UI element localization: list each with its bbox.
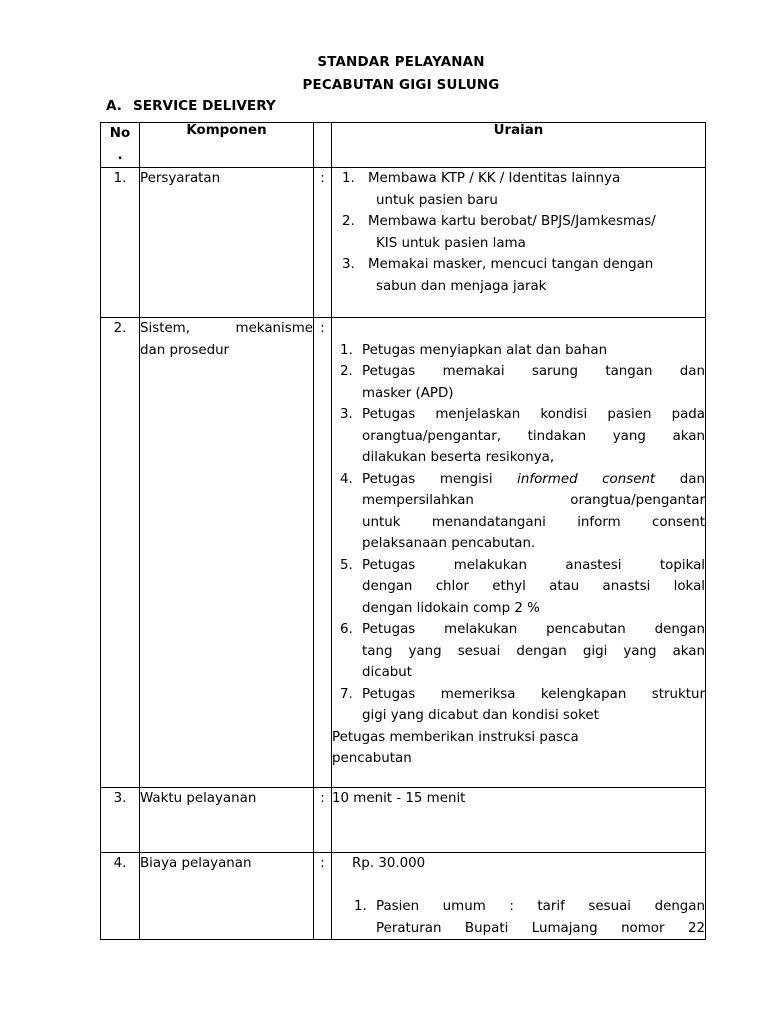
document-title: STANDAR PELAYANAN bbox=[317, 55, 485, 70]
row-number: 4. bbox=[101, 853, 140, 940]
row-number: 3. bbox=[101, 788, 140, 853]
table-row bbox=[101, 853, 706, 940]
service-table bbox=[100, 122, 706, 940]
list-item: 6. Petugas melakukan pencabutan dengan tang yang sesuai dengan gigi yang akan dicabut bbox=[340, 622, 705, 680]
row-uraian bbox=[332, 168, 706, 318]
row-uraian bbox=[332, 318, 706, 788]
row-uraian bbox=[332, 853, 706, 940]
row-colon: : bbox=[314, 318, 332, 788]
row-colon: : bbox=[314, 853, 332, 940]
header-colon bbox=[314, 123, 332, 168]
row-number: 2. bbox=[101, 318, 140, 788]
list-item: 5. Petugas melakukan anastesi topikal dengan chlor ethyl atau anastsi lokal dengan lidokain comp 2 % bbox=[340, 557, 705, 616]
row-komponen: Biaya pelayanan bbox=[140, 853, 314, 940]
header-uraian: Uraian bbox=[332, 123, 706, 168]
table-row bbox=[101, 788, 706, 853]
row-komponen: Sistem, mekanisme dan prosedur bbox=[140, 318, 314, 788]
row-colon: : bbox=[314, 788, 332, 853]
section-letter: A. bbox=[106, 98, 122, 114]
list-item: 3. Memakai masker, mencuci tangan dengan sabun dan menjaga jarak bbox=[342, 257, 654, 294]
list-item: 1. Membawa KTP / KK / Identitas lainnya untuk pasien baru bbox=[342, 171, 621, 208]
list-item: 4. Petugas mengisi informed consent dan mempersilahkan orangtua/pengantar untuk menandatangani inform consent pelaksanaan pencabutan. bbox=[340, 471, 705, 551]
list-item: 1. Pasien umum : tarif sesuai dengan Peraturan Bupati Lumajang nomor 22 bbox=[354, 899, 705, 936]
table-row bbox=[101, 168, 706, 318]
list-item: 1. Petugas menyiapkan alat dan bahan bbox=[340, 342, 608, 358]
row-number: 1. bbox=[101, 168, 140, 318]
closing-text: Petugas memberikan instruksi pasca bbox=[332, 729, 579, 745]
table-header-row bbox=[101, 123, 706, 168]
header-no: No . bbox=[101, 123, 140, 168]
row-komponen: Waktu pelayanan bbox=[140, 788, 314, 853]
closing-text: pencabutan bbox=[332, 751, 412, 766]
table-row bbox=[101, 318, 706, 788]
list-item: 2. Petugas memakai sarung tangan dan masker (APD) bbox=[340, 364, 705, 401]
section-heading bbox=[106, 98, 276, 114]
row-komponen: Persyaratan bbox=[140, 168, 314, 318]
list-item: 3. Petugas menjelaskan kondisi pasien pada orangtua/pengantar, tindakan yang akan dilakukan beserta resikonya, bbox=[340, 407, 705, 465]
list-item: 7. Petugas memeriksa kelengkapan struktur gigi yang dicabut dan kondisi soket bbox=[340, 686, 705, 723]
section-label: SERVICE DELIVERY bbox=[133, 98, 276, 114]
row-uraian: 10 menit - 15 menit bbox=[332, 788, 706, 853]
header-komponen: Komponen bbox=[140, 123, 314, 168]
list-item: 2. Membawa kartu berobat/ BPJS/Jamkesmas/ KIS untuk pasien lama bbox=[342, 214, 656, 251]
price-value: Rp. 30.000 bbox=[352, 856, 426, 871]
row-colon: : bbox=[314, 168, 332, 318]
document-subtitle: PECABUTAN GIGI SULUNG bbox=[302, 78, 500, 93]
